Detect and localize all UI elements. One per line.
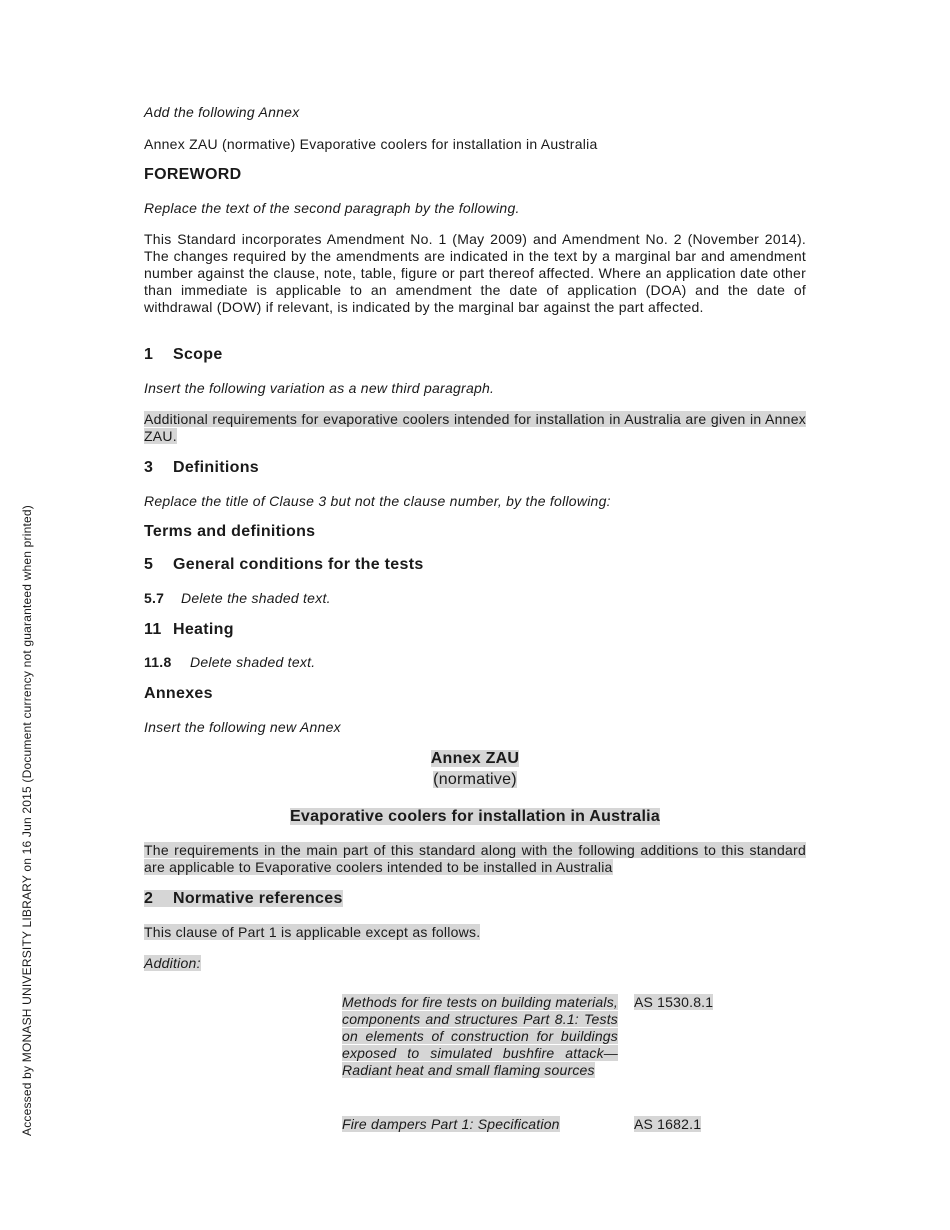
reference-code xyxy=(634,994,713,1011)
annex-zau-heading-wrap xyxy=(144,807,806,827)
clause-5-7-number: 5.7 xyxy=(144,590,165,606)
reference-title xyxy=(342,1116,618,1133)
normative-references-number: 2 xyxy=(144,890,154,907)
annex-line: Annex ZAU (normative) Evaporative coolers for installation in Australia xyxy=(144,136,598,152)
annex-zau-title: Annex ZAU xyxy=(430,750,520,767)
terms-definitions-title: Terms and definitions xyxy=(144,523,316,540)
normative-references-body-shaded: This clause of Part 1 is applicable except as follows. xyxy=(144,924,481,940)
scope-title: Scope xyxy=(173,346,223,363)
foreword-heading: FOREWORD xyxy=(144,166,242,183)
scope-body xyxy=(144,411,806,445)
annex-zau-heading: Evaporative coolers for installation in Australia xyxy=(290,808,660,825)
definitions-heading xyxy=(144,459,806,476)
access-watermark: Accessed by MONASH UNIVERSITY LIBRARY on 16 Jun 2015 (Document currency not guaranteed when printed) xyxy=(20,505,34,1136)
clause-5-7-instruction: Delete the shaded text. xyxy=(181,590,331,606)
normative-references-heading xyxy=(144,890,806,907)
clause-5-7 xyxy=(144,590,806,607)
foreword-body: This Standard incorporates Amendment No. 1 (May 2009) and Amendment No. 2 (November 2014). The changes required by the amendments are indicated in the text by a marginal bar and amendment number against the clause, note, table, figure or part thereof affected. Where an application date other than immediate is applicable to an amendment the date of application (DOA) and the date of withdrawal (DOW) if relevant, is indicated by the marginal bar against the part affected. xyxy=(144,231,806,315)
annexes-heading: Annexes xyxy=(144,685,213,702)
definitions-instruction: Replace the title of Clause 3 but not the clause number, by the following: xyxy=(144,493,611,509)
reference-code-shaded: AS 1682.1 xyxy=(634,1116,702,1132)
annex-zau-body-shaded: The requirements in the main part of this standard along with the following additions to this standard are applicable to Evaporative coolers intended to be installed in Australia xyxy=(144,842,806,875)
clause-11-8-instruction: Delete shaded text. xyxy=(190,654,316,670)
annex-zau-subtitle: (normative) xyxy=(433,771,517,788)
reference-title-shaded: Fire dampers Part 1: Specification xyxy=(342,1116,560,1132)
scope-heading xyxy=(144,346,806,363)
annex-zau-subtitle-wrap xyxy=(144,770,806,790)
reference-code xyxy=(634,1116,701,1133)
general-conditions-title: General conditions for the tests xyxy=(173,556,424,573)
foreword-instruction: Replace the text of the second paragraph by the following. xyxy=(144,200,520,216)
annexes-instruction: Insert the following new Annex xyxy=(144,719,341,735)
reference-code-shaded: AS 1530.8.1 xyxy=(634,994,714,1010)
general-conditions-heading xyxy=(144,556,806,573)
annex-zau-body xyxy=(144,842,806,876)
clause-11-8-number: 11.8 xyxy=(144,654,172,670)
reference-title-shaded: Methods for fire tests on building materials, components and structures Part 8.1: Tests on elements of construction for buildings exposed to simulated bushfire attack—Radiant heat and small flaming sources xyxy=(342,994,618,1078)
definitions-number: 3 xyxy=(144,459,154,476)
heating-heading xyxy=(144,621,806,638)
reference-title xyxy=(342,994,618,1079)
normative-references-title: Normative references xyxy=(173,890,343,907)
scope-body-shaded: Additional requirements for evaporative coolers intended for installation in Australia are given in Annex ZAU. xyxy=(144,411,806,444)
heating-number: 11 xyxy=(144,621,162,638)
general-conditions-number: 5 xyxy=(144,556,154,573)
annex-zau-title-wrap xyxy=(144,749,806,769)
clause-11-8 xyxy=(144,654,806,671)
scope-number: 1 xyxy=(144,346,154,363)
addition-label xyxy=(144,955,806,972)
heating-title: Heating xyxy=(173,621,234,638)
add-annex-instruction: Add the following Annex xyxy=(144,104,300,120)
definitions-title: Definitions xyxy=(173,459,259,476)
scope-instruction: Insert the following variation as a new third paragraph. xyxy=(144,380,495,396)
addition-label-shaded: Addition: xyxy=(144,955,201,971)
normative-references-heading-shaded xyxy=(144,890,343,907)
normative-references-body xyxy=(144,924,806,941)
